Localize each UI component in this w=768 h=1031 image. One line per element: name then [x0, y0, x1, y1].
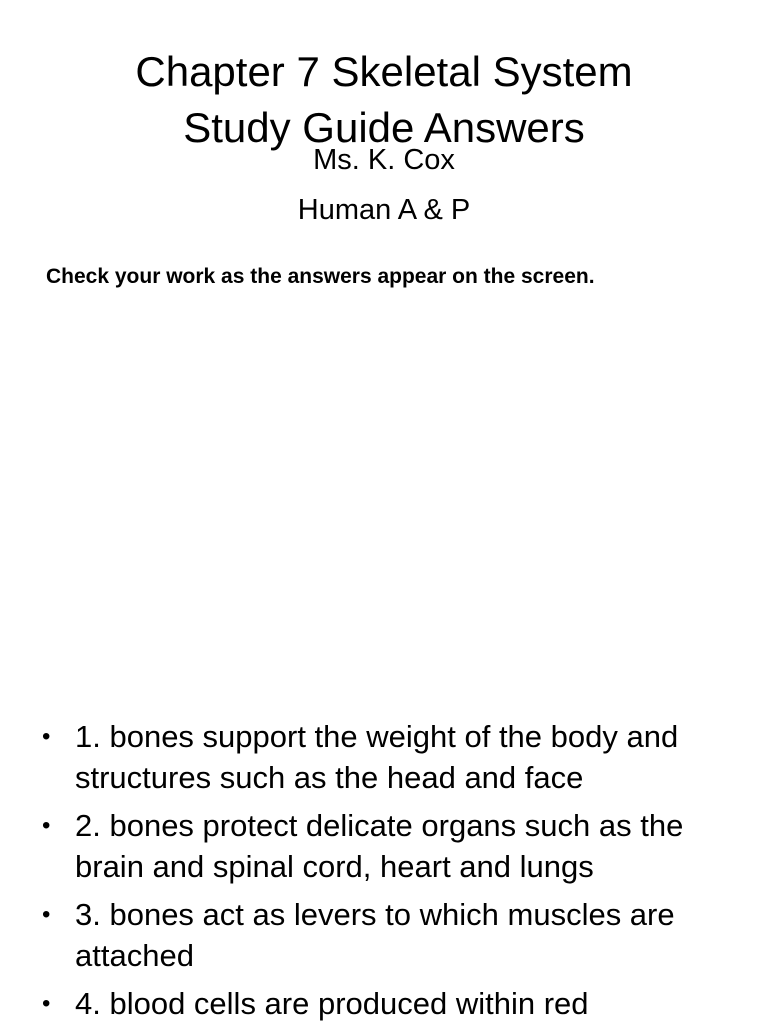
bullet-icon: •	[42, 812, 51, 839]
answer-text: 3. bones act as levers to which muscles are attached	[75, 897, 675, 973]
slide-title-line-1: Chapter 7 Skeletal System	[135, 48, 633, 95]
answer-text: 2. bones protect delicate organs such as the brain and spinal cord, heart and lungs	[75, 808, 684, 884]
answer-text: 4. blood cells are produced within red	[75, 986, 589, 1021]
slide-title	[0, 44, 768, 156]
bullet-icon: •	[42, 723, 51, 750]
list-item	[0, 805, 768, 887]
course-name: Human A & P	[297, 194, 471, 226]
list-item	[0, 894, 768, 976]
bullet-icon: •	[42, 990, 51, 1017]
answer-list	[0, 716, 768, 1031]
slide-title-line-2: Study Guide Answers	[183, 104, 585, 151]
instruction-text: Check your work as the answers appear on the screen.	[46, 265, 595, 288]
bullet-icon: •	[42, 901, 51, 928]
author-name: Ms. K. Cox	[313, 144, 455, 176]
answer-text: 1. bones support the weight of the body and structures such as the head and face	[75, 719, 679, 795]
list-item	[0, 983, 768, 1024]
list-item	[0, 716, 768, 798]
